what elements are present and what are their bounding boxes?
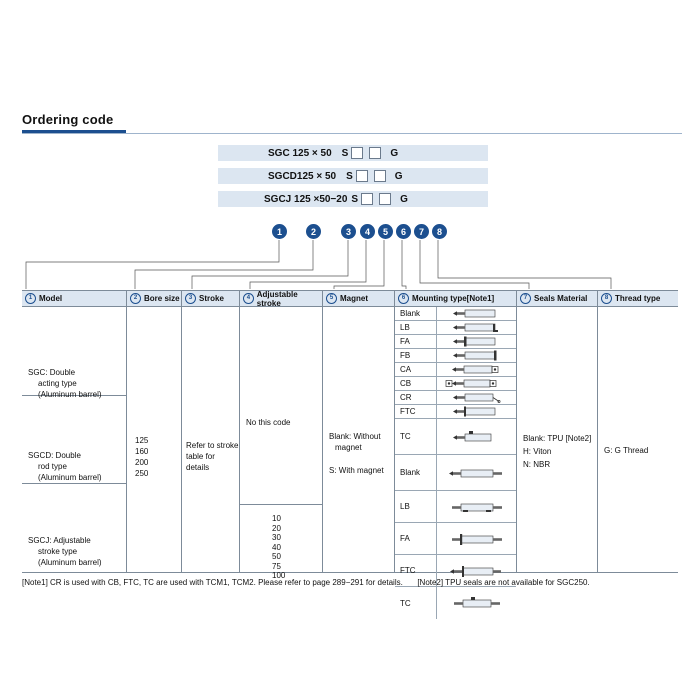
header-num-4: 4 [243, 293, 254, 304]
circle-3: 3 [341, 224, 356, 239]
mounting-label-ca: CA [395, 363, 437, 376]
mounting-icon-lb [437, 321, 516, 334]
header-bore-size-label: Bore size [144, 294, 180, 303]
cylinder-clevis-a-icon [446, 364, 508, 375]
mounting-icon-fa-2 [437, 523, 516, 554]
column-stroke [182, 307, 240, 572]
mounting-label-lb: LB [395, 321, 437, 334]
model-sgcd-line3: (Aluminum barrel) [38, 473, 102, 482]
cylinder-clevis-b-icon [444, 378, 510, 389]
cylinder-tc-icon [451, 430, 503, 444]
mounting-label-fa-2: FA [395, 523, 437, 554]
bore-size-125: 125 [135, 436, 149, 445]
magnet-blank [329, 431, 381, 453]
mounting-label-blank: Blank [395, 307, 437, 320]
model-sgcj-line2: stroke type [38, 547, 78, 556]
mounting-icon-fa [437, 335, 516, 348]
option-box-2b [374, 170, 386, 182]
column-bore-size [127, 307, 182, 572]
circle-7: 7 [414, 224, 429, 239]
seals-blank: Blank: TPU [Note2] [523, 434, 592, 443]
code-index-circles [0, 224, 700, 242]
ordering-code-row-2 [218, 168, 488, 184]
circle-5: 5 [378, 224, 393, 239]
footnote-2: [Note2] TPU seals are not available for SGC250. [417, 578, 590, 587]
model-sgcj-line1: SGCJ: Adjustable [28, 536, 91, 545]
mounting-row-cr [395, 391, 516, 405]
mounting-icon-ftc [437, 405, 516, 418]
column-magnet [323, 307, 395, 572]
circle-2: 2 [306, 224, 321, 239]
bore-size-160: 160 [135, 447, 149, 456]
bore-size-250: 250 [135, 469, 149, 478]
option-box-3a [361, 193, 373, 205]
column-adjustable-stroke [240, 307, 323, 580]
column-seals-material [517, 307, 598, 572]
header-adjustable-stroke-label: Adjustable stroke [256, 289, 298, 308]
mounting-label-blank-2: Blank [395, 455, 437, 490]
cylinder-rod-clevis-icon [449, 392, 505, 403]
mounting-label-lb-2: LB [395, 491, 437, 522]
option-box-1b [369, 147, 381, 159]
mounting-icon-cb [437, 377, 516, 390]
header-num-3: 3 [185, 293, 196, 304]
adjustable-no-code: No this code [246, 418, 291, 427]
seals-nbr: N: NBR [523, 460, 551, 469]
option-box-1a [351, 147, 363, 159]
cylinder-basic-icon [451, 308, 503, 319]
adjustable-value-75: 75 [272, 561, 281, 571]
circle-1: 1 [272, 224, 287, 239]
header-mounting-type-label: Mounting type[Note1] [412, 294, 495, 303]
ordering-code-row-3-content [264, 191, 408, 207]
cylinder-rear-flange-icon [451, 350, 503, 361]
magnet-code-2: S [346, 170, 353, 182]
magnet-code-1: S [341, 147, 349, 159]
option-box-2a [356, 170, 368, 182]
double-rod-foot-icon [447, 501, 507, 513]
model-sgcj-line3: (Aluminum barrel) [38, 558, 102, 567]
model-divider-2 [22, 483, 126, 484]
ordering-code-row-2-content [268, 168, 403, 184]
model-sgcd-line1: SGCD: Double [28, 451, 81, 460]
header-num-7: 7 [520, 293, 531, 304]
mounting-label-tc: TC [395, 419, 437, 454]
mounting-row-blank [395, 307, 516, 321]
footnotes [22, 578, 682, 587]
header-stroke [182, 291, 240, 306]
header-model-label: Model [39, 294, 63, 303]
header-adjustable-stroke [240, 291, 323, 306]
header-stroke-label: Stroke [199, 294, 224, 303]
ordering-code-row-3 [218, 191, 488, 207]
column-model [22, 307, 127, 572]
mounting-row-fb [395, 349, 516, 363]
ordering-code-row-3-text: SGCJ 125 ×50−20 [264, 193, 348, 205]
mounting-icon-blank-cylinder [437, 307, 516, 320]
header-seals-material [517, 291, 598, 306]
magnet-with: S: With magnet [329, 466, 384, 475]
header-num-5: 5 [326, 293, 337, 304]
bore-size-200: 200 [135, 458, 149, 467]
header-magnet [323, 291, 395, 306]
header-thread-type-label: Thread type [615, 294, 661, 303]
footnote-1: [Note1] CR is used with CB, FTC, TC are used with TCM1, TCM2. Please refer to page 289−291 for details. [22, 578, 403, 587]
header-mounting-type [395, 291, 517, 306]
double-rod-cylinder-icon [447, 467, 507, 479]
circle-6: 6 [396, 224, 411, 239]
model-item-sgcd [28, 450, 102, 483]
mounting-label-fb: FB [395, 349, 437, 362]
header-num-6: 6 [398, 293, 409, 304]
title-rule-light [22, 133, 682, 134]
seals-viton: H: Viton [523, 447, 552, 456]
magnet-blank-line2: magnet [335, 443, 362, 452]
double-rod-tc-icon [447, 596, 507, 610]
mounting-row-tc [395, 419, 516, 455]
mounting-row-blank-2 [395, 455, 516, 491]
adjustable-value-30: 30 [272, 533, 281, 542]
ordering-code-row-1-content [268, 145, 398, 161]
bore-size-list [135, 435, 148, 479]
mounting-icon-cr [437, 391, 516, 404]
magnet-blank-line1: Blank: Without [329, 432, 381, 441]
adjustable-divider [240, 504, 322, 505]
mounting-icon-blank-2 [437, 455, 516, 490]
mounting-label-fa: FA [395, 335, 437, 348]
stroke-line2: table for details [186, 452, 215, 472]
mounting-row-lb [395, 321, 516, 335]
adjustable-values [272, 514, 285, 581]
cylinder-front-flange-icon [451, 336, 503, 347]
stroke-line1: Refer to stroke [186, 441, 239, 450]
model-sgc-line2: acting type [38, 379, 77, 388]
mounting-label-tc-2: TC [395, 587, 437, 619]
model-sgcd-line2: rod type [38, 462, 67, 471]
double-rod-ftc-icon [447, 565, 507, 577]
mounting-icon-tc [437, 419, 516, 454]
cylinder-ftc-icon [451, 406, 503, 417]
model-item-sgc [28, 367, 102, 400]
seals-list [523, 432, 591, 471]
mounting-icon-lb-2 [437, 491, 516, 522]
mounting-row-ftc [395, 405, 516, 419]
mounting-row-tc-2 [395, 587, 516, 619]
header-thread-type [598, 291, 678, 306]
stroke-note [186, 440, 239, 473]
mounting-label-cb: CB [395, 377, 437, 390]
option-box-3b [379, 193, 391, 205]
model-item-sgcj [28, 535, 102, 568]
mounting-label-cr: CR [395, 391, 437, 404]
section-heading [22, 112, 682, 134]
adjustable-value-50: 50 [272, 552, 281, 561]
double-rod-flange-icon [447, 533, 507, 545]
mounting-row-cb [395, 377, 516, 391]
mounting-row-fa [395, 335, 516, 349]
mounting-icon-ca [437, 363, 516, 376]
mounting-row-lb-2 [395, 491, 516, 523]
cylinder-foot-icon [451, 322, 503, 333]
thread-code-1: G [390, 147, 399, 159]
ordering-code-row-1-text: SGC 125 × 50 [268, 147, 332, 159]
circle-8: 8 [432, 224, 447, 239]
mounting-label-ftc-2: FTC [395, 555, 437, 586]
mounting-icon-tc-2 [437, 587, 516, 619]
ordering-code-row-2-text: SGCD125 × 50 [268, 170, 337, 182]
header-model [22, 291, 127, 306]
mounting-row-ca [395, 363, 516, 377]
header-num-8: 8 [601, 293, 612, 304]
model-sgc-line1: SGC: Double [28, 368, 76, 377]
adjustable-value-40: 40 [272, 542, 281, 552]
mounting-label-ftc: FTC [395, 405, 437, 418]
page-title: Ordering code [22, 112, 114, 127]
ordering-code-row-1 [218, 145, 488, 161]
header-num-2: 2 [130, 293, 141, 304]
header-magnet-label: Magnet [340, 294, 368, 303]
adjustable-value-20: 20 [272, 523, 281, 533]
model-sgc-line3: (Aluminum barrel) [38, 390, 102, 399]
mounting-icon-fb [437, 349, 516, 362]
magnet-code-3: S [351, 193, 359, 205]
thread-code-2: G [394, 170, 403, 182]
thread-code-3: G [400, 193, 408, 205]
header-bore-size [127, 291, 182, 306]
mounting-row-fa-2 [395, 523, 516, 555]
mounting-list [395, 307, 516, 619]
adjustable-value-100: 100 [272, 571, 286, 580]
column-thread-type [598, 307, 678, 572]
header-seals-material-label: Seals Material [534, 294, 588, 303]
header-num-1: 1 [25, 293, 36, 304]
thread-g: G: G Thread [604, 446, 649, 455]
table-header-row [22, 291, 678, 307]
circle-4: 4 [360, 224, 375, 239]
adjustable-value-10: 10 [272, 514, 281, 523]
